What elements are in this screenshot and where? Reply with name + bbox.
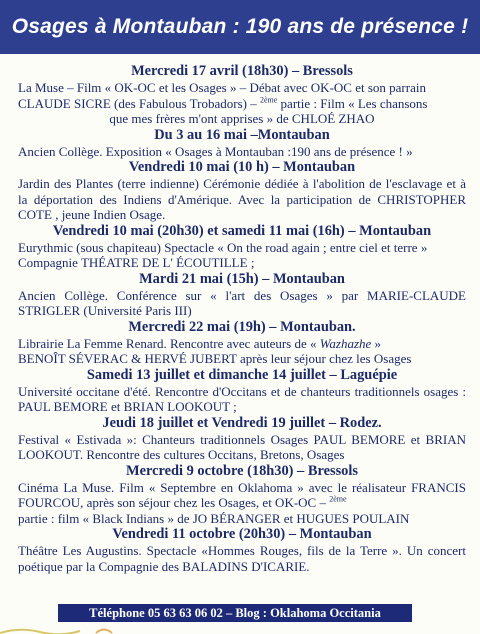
event-heading: Samedi 13 juillet et dimanche 14 juillet – Laguépie (86, 366, 398, 383)
event-heading: Mardi 21 mai (15h) – Montauban (139, 270, 345, 287)
event-8 (18, 415, 466, 463)
event-description: La Muse – Film « OK-OC et les Osages » – Débat avec OK-OC et son parrain CLAUDE SICRE (des Fabulous Trobadors) – $^{2ème}$ partie : Film « Les chansons que mes frères m'ont apprises » de CHLOÉ ZHAO (18, 80, 428, 126)
event-4 (18, 223, 466, 271)
event-10 (18, 526, 466, 574)
page-title: Osages à Montauban : 190 ans de présence ! (11, 15, 469, 38)
event-6 (18, 319, 466, 367)
event-9 (18, 463, 466, 527)
event-heading: Mercredi 9 octobre (18h30) – Bressols (126, 462, 358, 479)
event-heading: Mercredi 17 avril (18h30) – Bressols (131, 63, 353, 79)
event-description: Ancien Collège. Exposition « Osages à Montauban :190 ans de présence ! » (18, 143, 413, 159)
event-description: Théâtre Les Augustins. Spectacle «Hommes Rouges, fils de la Terre ». Un concert poétique par la Compagnie des BALADINS D'ICARIE. (18, 543, 466, 574)
title-banner (0, 0, 480, 54)
event-2 (18, 127, 466, 160)
event-5 (18, 271, 466, 319)
event-description: Cinéma La Muse. Film « Septembre en Oklahoma » avec le réalisateur FRANCIS FOURCOU, après son séjour chez les Osages, et OK-OC – $^{2ème}$ partie : film « Black Indians » de JO BÉRANGER et HUGUES POULAIN (18, 479, 466, 526)
event-3 (18, 159, 466, 223)
event-description: Ancien Collège. Conférence sur « l'art des Osages » par MARIE-CLAUDE STRIGLER (Université Paris III) (18, 287, 466, 318)
event-heading: Du 3 au 16 mai –Montauban (154, 126, 330, 143)
event-description: Librairie La Femme Renard. Rencontre avec auteurs de « Wazhazhe » BENOÎT SÉVERAC & HERVÉ JUBERT après leur séjour chez les Osages (18, 335, 412, 366)
event-description: Université occitane d'été. Rencontre d'Occitans et de chanteurs traditionnels osages : PAUL BEMORE et BRIAN LOOKOUT ; (18, 383, 466, 414)
event-heading: Vendredi 10 mai (10 h) – Montauban (128, 159, 356, 175)
event-heading: Mercredi 22 mai (19h) – Montauban. (128, 318, 356, 335)
event-1 (18, 63, 466, 127)
event-description: Festival « Estivada »: Chanteurs traditionnels Osages PAUL BEMORE et BRIAN LOOKOUT. Rencontre des cultures Occitans, Bretons, Osages (18, 431, 466, 462)
event-list (18, 63, 466, 574)
event-7 (18, 367, 466, 415)
event-heading: Vendredi 10 mai (20h30) et samedi 11 mai (16h) – Montauban (52, 222, 432, 239)
decorative-border (0, 626, 480, 634)
event-description: Jardin des Plantes (terre indienne) Cérémonie dédiée à l'abolition de l'esclavage et à la déportation des Indiens d'Amérique. Avec la participation de CHRISTOPHER COTE , jeune Indien Osage. (18, 176, 466, 222)
event-heading: Jeudi 18 juillet et Vendredi 19 juillet – Rodez. (102, 414, 382, 431)
event-heading: Vendredi 11 octobre (20h30) – Montauban (112, 526, 372, 542)
contact-footer: Téléphone 05 63 63 06 02 – Blog : Oklahoma Occitania (58, 604, 412, 622)
event-description: Eurythmic (sous chapiteau) Spectacle « On the road again ; entre ciel et terre » Compagnie THÉATRE DE L' ÉCOUTILLE ; (18, 239, 428, 270)
